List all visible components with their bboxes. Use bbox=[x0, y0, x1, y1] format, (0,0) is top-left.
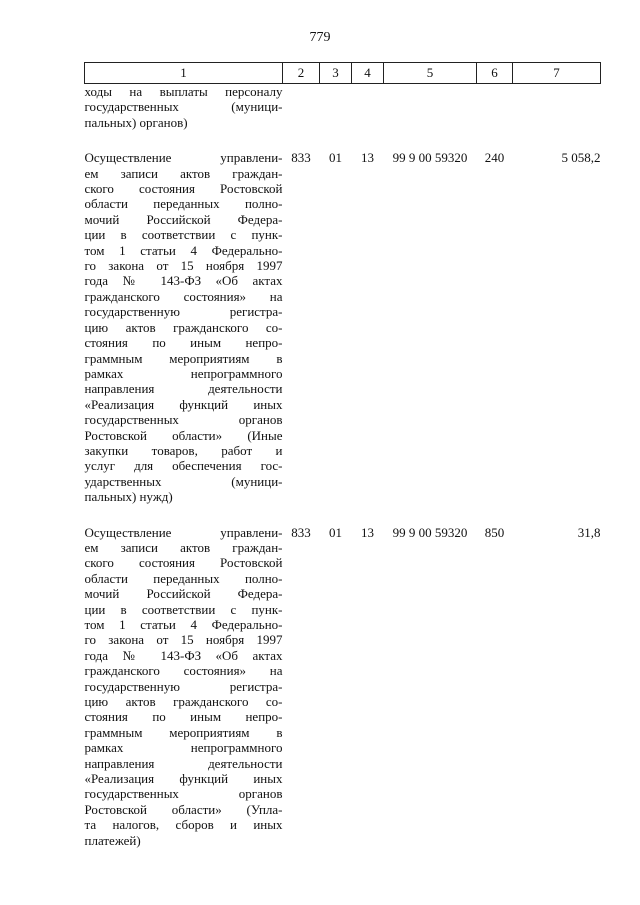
description-line: ходы на выплаты персоналу bbox=[84, 84, 283, 99]
description-line: пальных) нужд) bbox=[84, 489, 173, 505]
description-line: граммным мероприятиям в bbox=[84, 350, 283, 366]
description-line: государственных органов bbox=[84, 412, 283, 428]
ministry-code: 833 bbox=[291, 150, 311, 166]
expense-type-code: 850 bbox=[484, 524, 505, 540]
description-line: ского состояния Ростовской bbox=[84, 555, 283, 571]
description-line: области переданных полно- bbox=[84, 570, 283, 586]
table-row bbox=[85, 130, 601, 504]
description-line: гражданского состояния» на bbox=[84, 288, 283, 304]
section-code: 01 bbox=[329, 524, 342, 540]
amount-value: 5 058,2 bbox=[561, 150, 601, 166]
table-row bbox=[85, 505, 601, 849]
description-line: государственную регистра- bbox=[84, 678, 283, 694]
description-line: ем записи актов граждан- bbox=[84, 165, 283, 181]
description-line: государственную регистра- bbox=[84, 304, 283, 320]
subsection-code: 13 bbox=[361, 150, 374, 166]
description-line: направления деятельности bbox=[84, 755, 283, 771]
description-line: Ростовской области» (Иные bbox=[84, 427, 283, 443]
header-col-3: 3 bbox=[320, 63, 352, 84]
description-line: мочий Российской Федера- bbox=[84, 586, 283, 602]
header-col-4: 4 bbox=[352, 63, 384, 84]
description-line: рамках непрограммного bbox=[84, 365, 283, 381]
description-line: том 1 статьи 4 Федерально- bbox=[84, 617, 283, 632]
target-article-code: 99 9 00 59320 bbox=[392, 150, 468, 166]
section-code bbox=[320, 84, 352, 131]
table-row bbox=[85, 84, 601, 131]
description-line: государственных (муници- bbox=[84, 99, 283, 115]
description-line: услуг для обеспечения гос- bbox=[84, 458, 283, 474]
description-line: ции в соответствии с пунк- bbox=[84, 601, 283, 617]
expense-type-code: 240 bbox=[484, 150, 505, 166]
header-col-2: 2 bbox=[283, 63, 320, 84]
header-col-1: 1 bbox=[85, 63, 283, 84]
description-line: направления деятельности bbox=[84, 381, 283, 397]
description-line: цию актов гражданского со- bbox=[84, 319, 283, 335]
ministry-code: 833 bbox=[291, 524, 311, 540]
description-line: платежей) bbox=[84, 832, 141, 848]
description-line: том 1 статьи 4 Федерально- bbox=[84, 242, 283, 258]
description-line: пальных) органов) bbox=[84, 114, 188, 130]
row-description bbox=[85, 130, 283, 504]
header-col-5: 5 bbox=[384, 63, 477, 84]
header-col-6: 6 bbox=[477, 63, 513, 84]
description-line: закупки товаров, работ и bbox=[84, 442, 283, 458]
subsection-code: 13 bbox=[361, 524, 374, 540]
amount-value: 31,8 bbox=[577, 524, 601, 540]
description-line: «Реализация функций иных bbox=[84, 771, 283, 787]
description-line: ции в соответствии с пунк- bbox=[84, 227, 283, 243]
header-col-7: 7 bbox=[513, 63, 601, 84]
description-line: мочий Российской Федера- bbox=[84, 211, 283, 227]
description-line: го закона от 15 ноября 1997 bbox=[84, 632, 283, 648]
ministry-code bbox=[283, 84, 320, 131]
description-line: стояния по иным непро- bbox=[84, 709, 283, 725]
description-line: года № 143-ФЗ «Об актах bbox=[84, 273, 283, 289]
description-line: ского состояния Ростовской bbox=[84, 181, 283, 197]
amount-value bbox=[513, 84, 601, 131]
expense-type-code bbox=[477, 84, 513, 131]
description-line: года № 143-ФЗ «Об актах bbox=[84, 647, 283, 663]
row-description bbox=[85, 84, 283, 131]
description-line: рамках непрограммного bbox=[84, 740, 283, 756]
description-line: го закона от 15 ноября 1997 bbox=[84, 258, 283, 274]
description-line: «Реализация функций иных bbox=[84, 396, 283, 412]
description-line: ударственных (муници- bbox=[84, 473, 283, 489]
description-line: ем записи актов граждан- bbox=[84, 539, 283, 555]
description-line: та налогов, сборов и иных bbox=[84, 817, 283, 833]
description-line: Ростовской области» (Упла- bbox=[84, 801, 283, 817]
description-line: Осуществление управлени- bbox=[84, 524, 283, 540]
description-line: стояния по иным непро- bbox=[84, 335, 283, 351]
subsection-code bbox=[352, 84, 384, 131]
description-line: цию актов гражданского со- bbox=[84, 694, 283, 710]
table-header-row bbox=[85, 63, 601, 84]
table-body bbox=[85, 84, 601, 849]
target-article-code: 99 9 00 59320 bbox=[392, 524, 468, 540]
description-line: Осуществление управлени- bbox=[84, 150, 283, 166]
description-line: области переданных полно- bbox=[84, 196, 283, 212]
section-code: 01 bbox=[329, 150, 342, 166]
budget-table bbox=[84, 62, 601, 848]
description-line: государственных органов bbox=[84, 786, 283, 802]
page-number: 779 bbox=[309, 30, 331, 45]
description-line: гражданского состояния» на bbox=[84, 663, 283, 679]
target-article-code bbox=[384, 84, 477, 131]
description-line: граммным мероприятиям в bbox=[84, 724, 283, 740]
row-description bbox=[85, 505, 283, 849]
